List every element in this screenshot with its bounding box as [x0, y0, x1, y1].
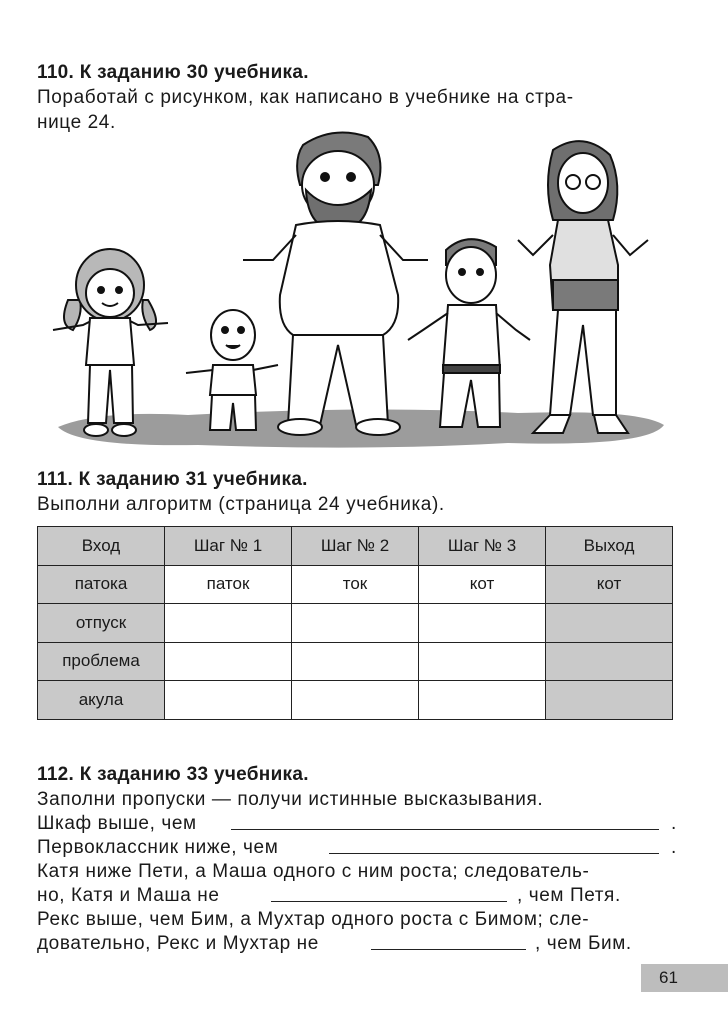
woman-figure [518, 141, 648, 433]
statement-1-blank[interactable] [231, 829, 659, 830]
girl-figure [53, 249, 168, 436]
statement-4-line1: Рекс выше, чем Бим, а Мухтар одного роста с Бимом; сле- [37, 909, 590, 930]
cell-step3[interactable]: кот [419, 565, 546, 604]
table-row [38, 565, 673, 604]
statement-3-end: , чем Петя. [517, 885, 621, 906]
page-number: 61 [641, 964, 728, 992]
family-illustration [38, 125, 668, 455]
statement-3-line1: Катя ниже Пети, а Маша одного с ним роста; следователь- [37, 861, 590, 882]
task-112-heading: 112. К заданию 33 учебника. [37, 764, 309, 785]
cell-step3[interactable] [419, 642, 546, 681]
table-row [38, 604, 673, 643]
cell-step2[interactable] [292, 681, 419, 720]
man-figure [243, 133, 428, 436]
boy-figure [408, 239, 530, 427]
cell-step2[interactable]: ток [292, 565, 419, 604]
cell-step1[interactable] [165, 642, 292, 681]
statement-1-end: . [671, 813, 677, 834]
statement-3-line2: но, Катя и Маша не [37, 885, 220, 906]
header-step1: Шаг № 1 [165, 527, 292, 566]
table-row [38, 642, 673, 681]
cell-output[interactable] [546, 642, 673, 681]
task-110-text-line1: Поработай с рисунком, как написано в учебнике на стра- [37, 87, 574, 108]
cell-input: проблема [38, 642, 165, 681]
statement-3-blank[interactable] [271, 901, 507, 902]
header-output: Выход [546, 527, 673, 566]
header-input: Вход [38, 527, 165, 566]
statement-2-blank[interactable] [329, 853, 659, 854]
cell-step2[interactable] [292, 604, 419, 643]
cell-step3[interactable] [419, 681, 546, 720]
task-111-heading: 111. К заданию 31 учебника. [37, 469, 308, 490]
table-row [38, 681, 673, 720]
cell-output[interactable] [546, 681, 673, 720]
header-step3: Шаг № 3 [419, 527, 546, 566]
algorithm-table [37, 526, 673, 720]
task-110-heading: 110. К заданию 30 учебника. [37, 62, 309, 83]
statement-4-blank[interactable] [371, 949, 526, 950]
cell-step1[interactable]: паток [165, 565, 292, 604]
statement-2-text: Первоклассник ниже, чем [37, 837, 279, 858]
task-112-instruction: Заполни пропуски — получи истинные высказывания. [37, 789, 544, 810]
cell-step3[interactable] [419, 604, 546, 643]
task-111-text: Выполни алгоритм (страница 24 учебника). [37, 494, 445, 515]
cell-output[interactable]: кот [546, 565, 673, 604]
statement-4-end: , чем Бим. [535, 933, 632, 954]
cell-output[interactable] [546, 604, 673, 643]
cell-input: патока [38, 565, 165, 604]
cell-input: отпуск [38, 604, 165, 643]
statement-4-line2: довательно, Рекс и Мухтар не [37, 933, 319, 954]
statement-1-text: Шкаф выше, чем [37, 813, 197, 834]
cell-step2[interactable] [292, 642, 419, 681]
statement-2-end: . [671, 837, 677, 858]
header-step2: Шаг № 2 [292, 527, 419, 566]
cell-input: акула [38, 681, 165, 720]
cell-step1[interactable] [165, 681, 292, 720]
table-header-row [38, 527, 673, 566]
cell-step1[interactable] [165, 604, 292, 643]
task-110-text-line2: нице 24. [37, 112, 116, 133]
